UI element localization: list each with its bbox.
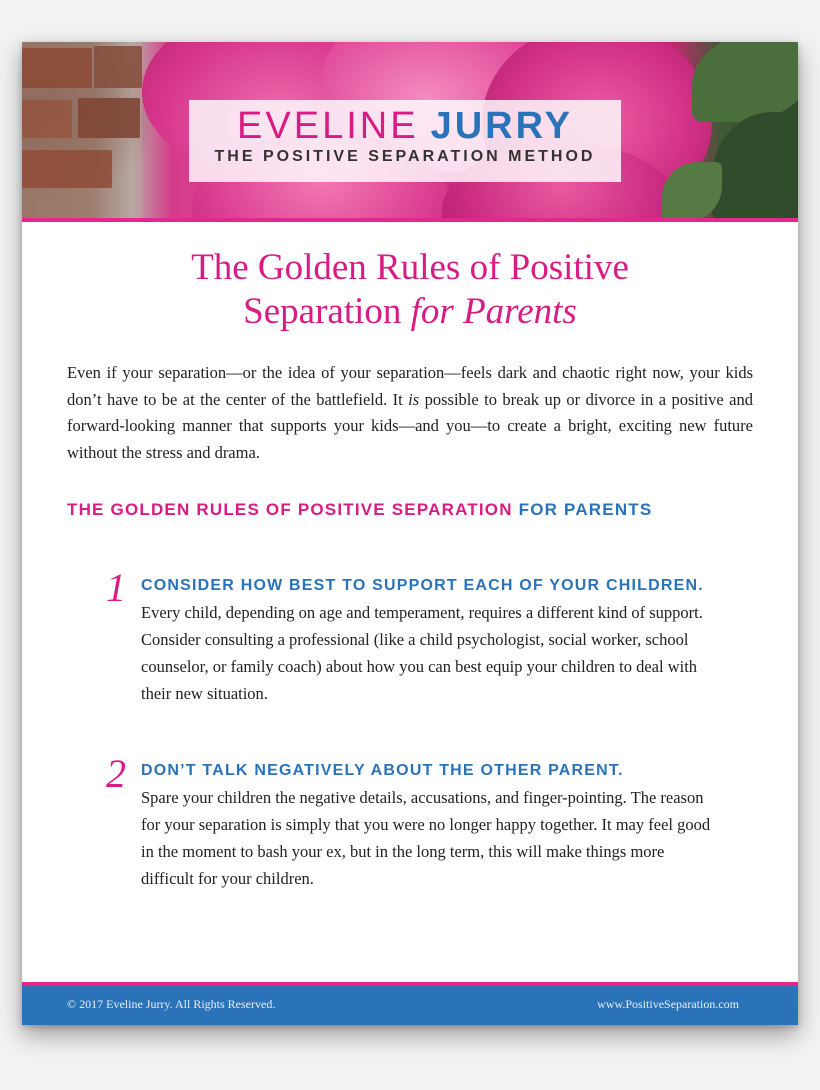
- section-heading-blue: FOR PARENTS: [518, 500, 653, 519]
- rule-number-2: 2: [106, 751, 126, 796]
- brand-name: [195, 106, 615, 146]
- rule-2-body: Spare your children the negative details, accusations, and finger-pointing. The reason for your separation is simply that you were no longer happy together. It may feel good in the moment to bash your ex, but in the long term, this will make things more difficult for your children.: [141, 788, 711, 888]
- footer-bar: [22, 986, 798, 1025]
- intro-text-2: possible to break up or divorce in a positive and forward-looking manner that supports your kids—and you—to create a bright, exciting new future without the stress and drama.: [67, 389, 753, 462]
- rule-2-heading: DON’T TALK NEGATIVELY ABOUT THE OTHER PARENT.: [141, 762, 624, 779]
- brand-first-name: EVELINE: [237, 105, 419, 147]
- rule-2: [141, 757, 711, 892]
- header-divider: [22, 218, 798, 222]
- page-title: [52, 246, 768, 334]
- brand-logo: [189, 100, 621, 182]
- header-flower-image: [22, 42, 798, 218]
- intro-paragraph: [67, 360, 753, 466]
- rule-number-1: 1: [106, 565, 126, 610]
- section-heading-pink: THE GOLDEN RULES OF POSITIVE SEPARATION: [67, 500, 513, 519]
- brand-tagline: THE POSITIVE SEPARATION METHOD: [214, 148, 596, 165]
- section-heading: [67, 500, 757, 520]
- footer-website-link[interactable]: www.PositiveSeparation.com: [597, 997, 739, 1011]
- title-line-2-italic: for Parents: [410, 291, 577, 332]
- rule-1: [141, 571, 711, 707]
- rule-1-heading: CONSIDER HOW BEST TO SUPPORT EACH OF YOUR CHILDREN.: [141, 577, 704, 594]
- brand-last-name: JURRY: [430, 105, 573, 147]
- title-line-2: Separation: [243, 291, 411, 332]
- title-line-1: The Golden Rules of Positive: [191, 247, 629, 288]
- document-page: [22, 42, 798, 1025]
- intro-text-1: Even if your separation—or the idea of your separation—feels dark and chaotic right now, your kids don’t have to be at the center of the battlefield. It: [67, 363, 753, 409]
- footer-copyright: © 2017 Eveline Jurry. All Rights Reserved.: [67, 997, 276, 1011]
- rule-1-body: Every child, depending on age and temperament, requires a different kind of support. Consider consulting a professional (like a child psychologist, social worker, school counselor, or family coach) about how you can best equip your children to deal with their new situation.: [141, 603, 703, 703]
- intro-text-italic: is: [408, 389, 420, 409]
